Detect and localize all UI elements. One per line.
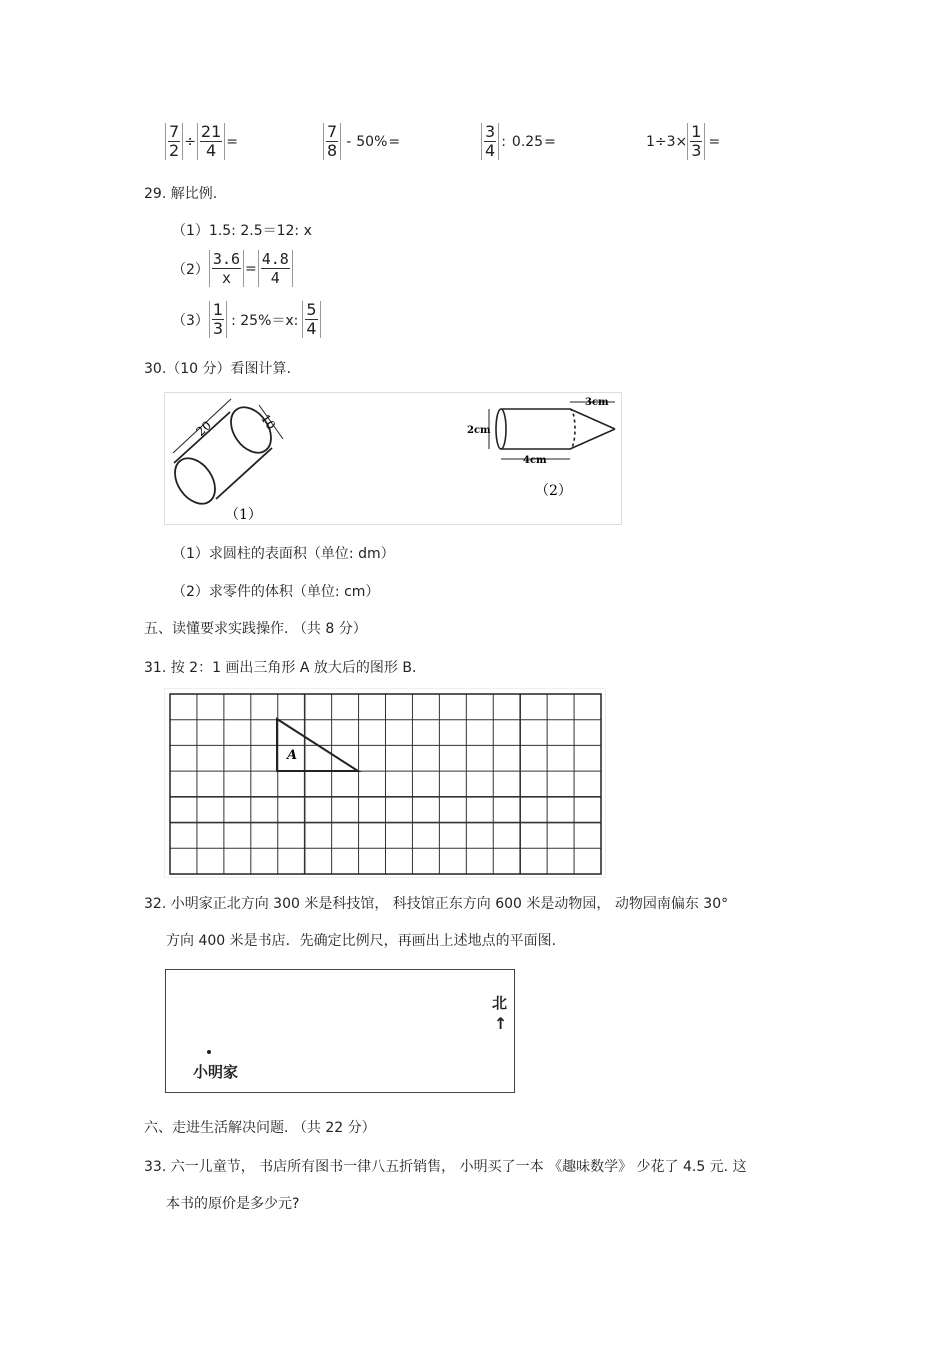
fraction <box>687 123 705 160</box>
ratio-sign: : <box>501 133 506 150</box>
denominator: 4 <box>306 319 317 338</box>
equals-sign: = <box>226 133 239 150</box>
numerator: 4.8 <box>261 250 289 268</box>
q30-figure <box>164 392 622 525</box>
fraction <box>209 250 244 287</box>
fraction <box>302 301 320 338</box>
q32-map-box <box>165 969 515 1093</box>
part-width-label: 3cm <box>585 397 609 408</box>
numerator: 1 <box>212 300 224 319</box>
operand: 1÷3× <box>646 133 688 150</box>
numerator: 3.6 <box>212 250 241 268</box>
q33-line2: 本书的原价是多少元? <box>166 1196 300 1212</box>
grid-drawing <box>165 689 605 877</box>
calc-expression-1 <box>165 123 239 160</box>
cylinder-length-label: 20 <box>193 418 215 439</box>
calc-expression-3 <box>481 123 557 160</box>
fraction <box>165 123 183 160</box>
fraction <box>197 123 225 160</box>
part-figure <box>489 402 615 459</box>
q29-part1: （1）1.5: 2.5＝12: x <box>172 223 312 239</box>
numerator: 1 <box>691 122 702 141</box>
denominator: 8 <box>327 141 338 160</box>
numerator: 3 <box>485 122 496 141</box>
calc-expression-2 <box>323 123 401 160</box>
figure-1-caption: （1） <box>225 507 262 523</box>
part-length-label: 4cm <box>523 455 547 466</box>
denominator: 4 <box>270 269 280 287</box>
figure-drawing <box>165 393 621 524</box>
operator: ÷ <box>184 133 196 150</box>
q30-sub1: （1）求圆柱的表面积（单位: dm） <box>172 546 395 562</box>
q30-sub2: （2）求零件的体积（单位: cm） <box>172 584 380 600</box>
equals-sign: = <box>388 133 401 150</box>
fraction <box>209 301 227 338</box>
numerator: 5 <box>306 300 317 319</box>
denominator: 4 <box>485 141 496 160</box>
q29-part2 <box>172 250 293 287</box>
q31-title: 31. 按 2：1 画出三角形 A 放大后的图形 B. <box>144 660 417 676</box>
fraction <box>481 123 499 160</box>
q30-title: 30.（10 分）看图计算. <box>144 361 291 377</box>
q29-part3 <box>172 301 321 338</box>
part-height-label: 2cm <box>467 425 491 436</box>
q29-title: 29. 解比例. <box>144 186 218 202</box>
equals-sign: = <box>245 260 257 277</box>
part-label: （3） <box>172 312 209 329</box>
q33-line1: 33. 六一儿童节， 书店所有图书一律八五折销售， 小明买了一本 《趣味数学》 少花了 4.5 元. 这 <box>144 1159 747 1175</box>
equals-sign: = <box>544 133 556 150</box>
part-label: （2） <box>172 261 209 278</box>
figure-2-caption: （2） <box>535 483 572 499</box>
section-6-heading: 六、走进生活解决问题. （共 22 分） <box>144 1120 376 1136</box>
q31-grid-figure <box>164 688 606 878</box>
fraction <box>258 250 293 287</box>
numerator: 7 <box>169 122 180 141</box>
home-label: 小明家 <box>193 1063 239 1081</box>
q32-line1: 32. 小明家正北方向 300 米是科技馆， 科技馆正东方向 600 米是动物园， 动物园南偏东 30° <box>144 896 729 912</box>
numerator: 21 <box>200 122 222 141</box>
operand: 0.25 <box>511 133 544 150</box>
q32-line2: 方向 400 米是书店．先确定比例尺，再画出上述地点的平面图. <box>166 933 557 949</box>
denominator: 2 <box>169 141 180 160</box>
north-label: 北 <box>492 994 508 1012</box>
triangle-label: A <box>287 748 298 763</box>
denominator: 3 <box>691 141 702 160</box>
fraction <box>323 123 341 160</box>
section-5-heading: 五、读懂要求实践操作. （共 8 分） <box>144 621 367 637</box>
denominator: x <box>221 269 231 287</box>
denominator: 4 <box>206 141 217 160</box>
calc-expression-4 <box>646 123 721 160</box>
operator: - <box>346 133 352 150</box>
home-dot <box>207 1050 211 1054</box>
ratio-text: : 25%＝x: <box>231 312 299 329</box>
equals-sign: = <box>708 133 721 150</box>
denominator: 3 <box>212 319 224 338</box>
cylinder-diameter-label: 10 <box>258 411 279 433</box>
operand: 50% <box>356 133 388 150</box>
numerator: 7 <box>327 122 338 141</box>
north-arrow-icon: ↑ <box>494 1014 508 1033</box>
